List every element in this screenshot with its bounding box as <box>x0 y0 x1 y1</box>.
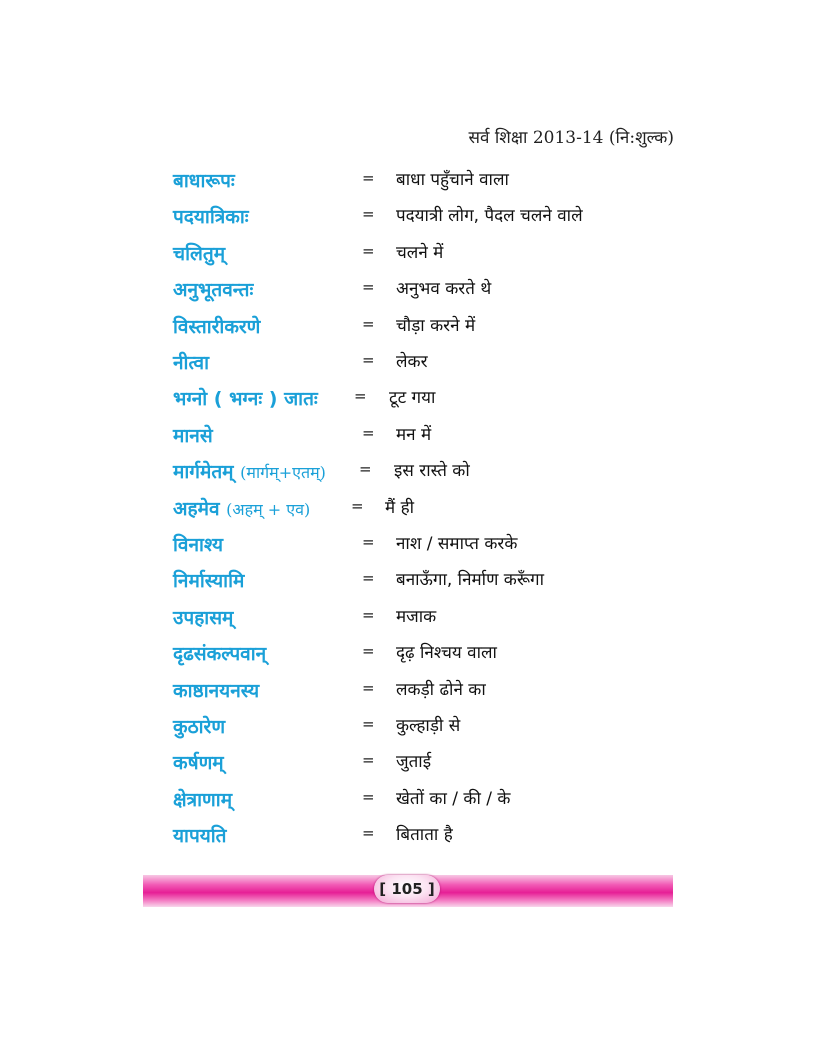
page-header-title: सर्व शिक्षा 2013-14 (नि:शुल्क) <box>468 128 674 148</box>
glossary-term-text: क्षेत्राणाम् <box>173 788 233 811</box>
glossary-term <box>173 203 249 229</box>
glossary-meaning: चलने में <box>396 242 444 263</box>
equals-sign: = <box>362 787 375 806</box>
equals-sign: = <box>354 387 367 406</box>
glossary-term-note: (मार्गम्+एतम्) <box>240 463 326 483</box>
equals-sign: = <box>359 460 372 479</box>
glossary-term-text: काष्ठानयनस्य <box>173 679 260 702</box>
glossary-meaning: नाश / समाप्त करके <box>396 534 518 554</box>
equals-sign: = <box>362 314 375 333</box>
glossary-meaning: मैं ही <box>385 497 414 518</box>
glossary-term-text: बाधारूपः <box>173 170 235 192</box>
glossary-term-text: विनाश्य <box>173 534 224 556</box>
equals-sign: = <box>362 351 375 369</box>
glossary-meaning: बाधा पहुँचाने वाला <box>396 170 509 190</box>
glossary-row <box>0 640 816 676</box>
glossary-meaning: टूट गया <box>389 388 436 409</box>
glossary-meaning: चौड़ा करने में <box>396 315 476 336</box>
glossary-term-text: पदयात्रिकाः <box>173 206 249 229</box>
glossary-term <box>173 786 232 812</box>
equals-sign: = <box>362 751 375 770</box>
glossary-term-text: भग्नो ( भग्नः ) जातः <box>173 388 318 411</box>
equals-sign: = <box>362 278 375 297</box>
glossary-term-text: कर्षणम् <box>173 752 224 775</box>
glossary-term <box>173 167 235 193</box>
glossary-term <box>173 604 233 630</box>
glossary-meaning: पदयात्री लोग, पैदल चलने वाले <box>396 206 583 227</box>
equals-sign: = <box>362 533 375 551</box>
glossary-row <box>0 604 816 640</box>
glossary-term <box>173 313 260 339</box>
glossary-row <box>0 313 816 349</box>
glossary-term <box>173 240 225 266</box>
glossary-meaning: इस रास्ते को <box>394 461 470 482</box>
glossary-term <box>173 677 259 703</box>
equals-sign: = <box>362 205 375 224</box>
glossary-row <box>0 822 816 858</box>
glossary-term-text: अहमेव <box>173 497 220 520</box>
glossary-meaning: मन में <box>396 424 432 445</box>
glossary-meaning: अनुभव करते थे <box>396 279 492 300</box>
glossary-term-text: विस्तारीकरणे <box>173 315 261 338</box>
glossary-row <box>0 203 816 239</box>
equals-sign: = <box>362 642 375 661</box>
page-number: [ 105 ] <box>374 875 440 903</box>
glossary-term-note: (अहम् + एव) <box>226 499 311 519</box>
glossary-term-text: नीत्वा <box>173 352 209 374</box>
equals-sign: = <box>362 824 375 843</box>
glossary-row <box>0 240 816 276</box>
glossary-term <box>173 640 266 666</box>
glossary-term-text: दृढसंकल्पवान् <box>173 643 267 666</box>
glossary-row <box>0 422 816 458</box>
glossary-meaning: खेतों का / की / के <box>396 788 511 809</box>
glossary-meaning: जुताई <box>396 752 432 773</box>
glossary-term-text: निर्मास्यामि <box>173 570 245 593</box>
equals-sign: = <box>362 169 375 187</box>
equals-sign: = <box>362 715 375 733</box>
glossary-row <box>0 531 816 567</box>
glossary-row <box>0 786 816 822</box>
glossary-term-text: यापयति <box>173 825 227 848</box>
glossary-term <box>173 567 244 593</box>
glossary-row <box>0 495 816 531</box>
equals-sign: = <box>362 569 375 588</box>
glossary-term <box>173 531 223 557</box>
equals-sign: = <box>362 678 375 697</box>
glossary-row <box>0 567 816 603</box>
glossary-term-text: अनुभूतवन्तः <box>173 279 254 302</box>
glossary-meaning: कुल्हाड़ी से <box>396 716 461 736</box>
glossary-meaning: लकड़ी ढोने का <box>396 679 486 700</box>
glossary-row <box>0 167 816 203</box>
glossary-row <box>0 385 816 421</box>
glossary-term <box>173 458 326 484</box>
equals-sign: = <box>351 496 364 515</box>
glossary-meaning: मजाक <box>396 606 437 627</box>
glossary-term-text: कुठारेण <box>173 716 226 738</box>
glossary-term <box>173 713 225 739</box>
glossary-row <box>0 458 816 494</box>
glossary-term <box>173 422 213 448</box>
glossary-meaning: दृढ़ निश्चय वाला <box>396 643 497 664</box>
glossary-term <box>173 349 209 375</box>
glossary-term-text: मार्गमेतम् <box>173 461 234 484</box>
glossary-meaning: बिताता है <box>396 825 453 846</box>
glossary-row <box>0 677 816 713</box>
glossary-term <box>173 276 253 302</box>
glossary-term <box>173 822 227 848</box>
glossary-row <box>0 749 816 785</box>
glossary-term <box>173 495 310 521</box>
equals-sign: = <box>362 605 375 624</box>
glossary-term-text: उपहासम् <box>173 606 234 629</box>
glossary-term-text: चलितुम् <box>173 242 226 265</box>
glossary-term-text: मानसे <box>173 424 213 447</box>
glossary-row <box>0 713 816 749</box>
glossary-meaning: लेकर <box>396 352 428 372</box>
glossary-term <box>173 749 224 775</box>
glossary-row <box>0 276 816 312</box>
equals-sign: = <box>362 241 375 260</box>
equals-sign: = <box>362 423 375 442</box>
glossary-term <box>173 385 318 411</box>
glossary-row <box>0 349 816 385</box>
glossary-meaning: बनाऊँगा, निर्माण करूँगा <box>396 570 545 591</box>
